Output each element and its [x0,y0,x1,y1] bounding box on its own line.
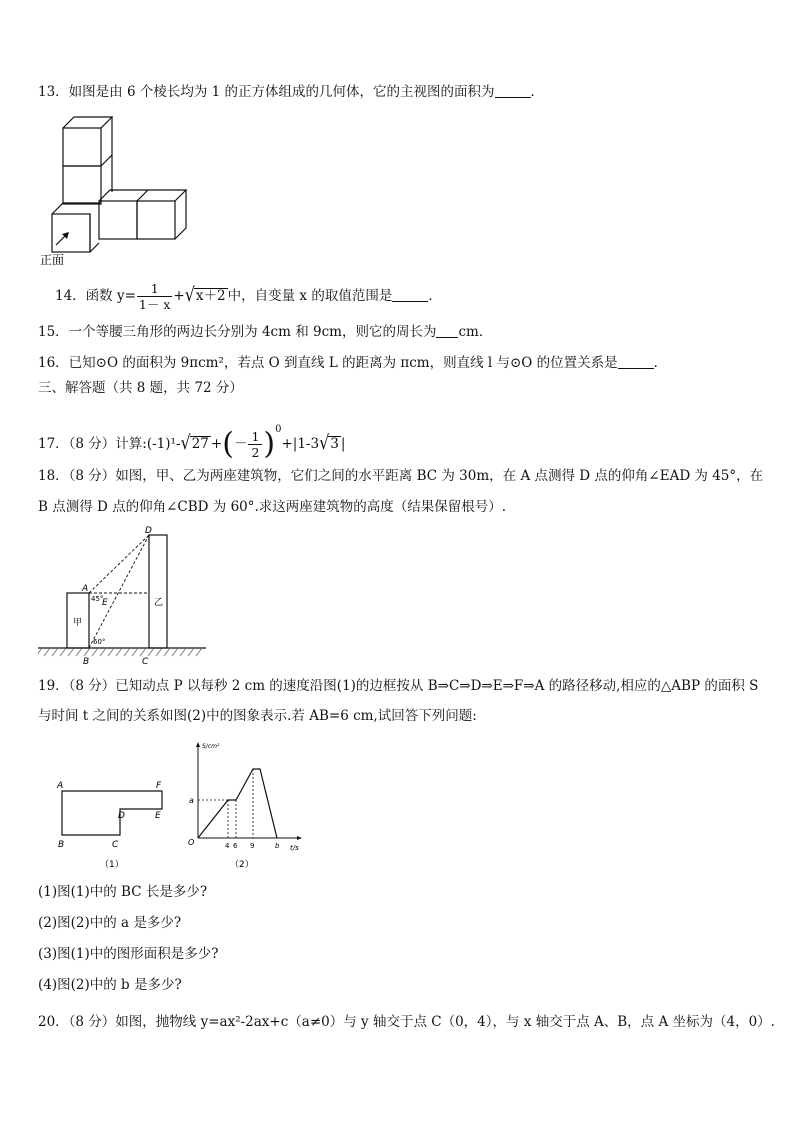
front-label: 正面 [40,253,65,267]
angle-45: 45° [91,595,104,603]
label-f: F [156,781,162,791]
question-13 [38,82,544,102]
answer-blank [436,323,458,338]
origin-label: O [188,838,195,847]
polygon-frame [62,791,162,835]
q19-sub-1: (1)图(1)中的 BC 长是多少? [38,884,208,900]
q19-sub-2: (2)图(2)中的 a 是多少? [38,915,182,931]
cube-face [63,166,101,204]
label-c: C [142,657,149,667]
minus-sign: － [233,436,248,452]
label-e: E [102,598,108,608]
label-a: a [189,796,194,805]
sqrt-icon: √ [184,283,195,306]
figure-caption: （1） [100,860,124,870]
section-heading: 三、解答题（共 8 题，共 72 分） [38,380,243,396]
label-b: b [275,842,280,850]
tick-4: 4 [225,842,230,850]
tick-6: 6 [233,842,238,850]
abs-close: | [340,436,346,452]
label-d: D [145,526,152,536]
answer-blank [495,83,531,98]
question-18-line1: 18．（8 分）如图，甲、乙为两座建筑物，它们之间的水平距离 BC 为 30m，在 A 点测得 D 点的仰角∠EAD 为 45°，在 [38,468,764,484]
label-jia: 甲 [73,618,83,628]
x-axis-label: t/s [290,844,299,852]
q18-buildings-figure [38,525,208,667]
question-19-line2: 与时间 t 之间的关系如图(2)中的图象表示.若 AB=6 cm,试回答下列问题: [38,708,477,724]
q17-tail: +|1-3 [281,436,320,452]
q17-prefix: 17．（8 分）计算:(-1)¹- [38,436,181,452]
answer-blank [392,287,428,302]
numerator: 1 [137,281,172,297]
answer-blank [618,354,654,369]
q14-fraction [137,281,172,312]
denominator: 1－ x [138,297,171,312]
question-18-line2: B 点测得 D 点的仰角∠CBD 为 60°.求这两座建筑物的高度（结果保留根号）. [38,499,507,515]
question-15 [38,322,492,342]
radicand: 27 [191,436,209,452]
q16-text: 16．已知⊙O 的面积为 9πcm²，若点 O 到直线 L 的距离为 πcm，则直线 l 与⊙O 的位置关系是 [38,355,618,371]
q19-sub-3: (3)图(1)中的图形面积是多少? [38,946,219,962]
exponent: 0 [275,424,282,435]
sqrt-icon: √ [319,431,330,454]
q16-end: ． [653,355,668,371]
label-b: B [83,657,90,667]
sqrt-icon: √ [180,431,191,454]
tick-9: 9 [250,842,255,850]
plus-sign: + [210,436,223,452]
label-a: A [82,584,89,594]
figure-caption: （2） [230,860,254,870]
plus-sign: + [173,288,185,304]
q14-end: ． [428,288,442,304]
angle-60: 60° [93,638,106,646]
building-yi [149,535,167,648]
left-paren: ( [222,426,234,462]
q14-prefix: 14．函数 y= [55,288,136,304]
q15-text: 15．一个等腰三角形的两边长分别为 4cm 和 9cm，则它的周长为 [38,324,437,340]
question-17 [38,412,345,463]
label-e: E [155,811,161,821]
cube-face [99,201,137,239]
q19-sub-4: (4)图(2)中的 b 是多少? [38,977,182,993]
y-axis-label: S/cm² [202,743,220,750]
cube-face [63,128,101,166]
question-20: 20．（8 分）如图，抛物线 y=ax²-2ax+c（a≠0）与 y 轴交于点 C（0，4），与 x 轴交于点 A、B，点 A 坐标为（4，0）. [38,1014,775,1030]
question-19-line1: 19．（8 分）已知动点 P 以每秒 2 cm 的速度沿图(1)的边框按从 B⇒C⇒D⇒E⇒F⇒A 的路径移动,相应的△ABP 的面积 S [38,678,759,694]
cube-face [137,201,175,239]
denominator: 2 [251,445,260,460]
question-16 [38,353,667,373]
q13-cube-figure [38,113,188,271]
q15-end: cm． [458,324,493,340]
graph-line [198,769,277,838]
cube-face-front [52,214,90,252]
label-c: C [112,840,119,850]
q17-fraction [248,429,262,460]
question-14 [55,280,442,312]
q13-end: ． [530,84,545,100]
q19-figure-2 [178,738,308,874]
right-paren: ) [263,426,276,462]
numerator: 1 [248,429,262,445]
label-d: D [118,811,125,821]
radicand: x＋2 [195,288,226,304]
label-a: A [57,781,64,791]
label-b: B [58,840,65,850]
q13-text: 13．如图是由 6 个棱长均为 1 的正方体组成的几何体，它的主视图的面积为 [38,84,495,100]
radicand: 3 [330,436,339,452]
q19-figure-1 [52,775,172,875]
q14-suffix: 中，自变量 x 的取值范围是 [227,288,393,304]
label-yi: 乙 [154,598,164,608]
